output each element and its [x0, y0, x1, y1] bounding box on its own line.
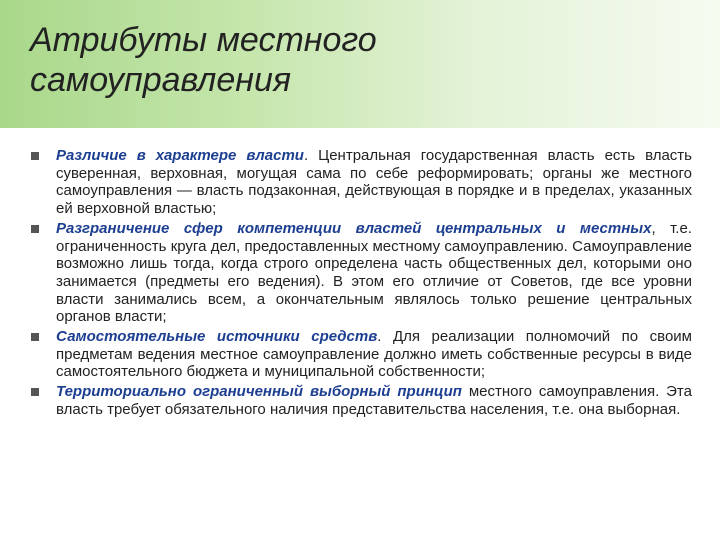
slide-title: [30, 20, 690, 100]
item-lead: Различие в характере власти: [56, 147, 304, 164]
item-text: местного самоуправления. Эта власть требует обязательного наличия представительства населения, т.е. она выборная.: [56, 383, 692, 418]
list-item: [30, 328, 692, 381]
item-lead: Самостоятельные источники средств: [56, 328, 378, 346]
list-item: [30, 147, 692, 218]
title-line-1: Атрибуты местного: [30, 21, 377, 59]
item-lead: Разграничение сфер компетенции властей центральных и местных: [56, 219, 652, 237]
square-bullet-icon: [31, 333, 39, 341]
item-text: . Центральная государственная власть есть власть суверенная, верховная, могущая сама по себе реформировать; органы же местного самоуправления — власть подзаконная, действующая в порядке и в пределах, указанных ей верховной властью;: [56, 147, 692, 218]
square-bullet-icon: [31, 388, 39, 396]
list-item: [30, 383, 692, 418]
square-bullet-icon: [31, 152, 39, 160]
item-lead: Территориально ограниченный выборный принцип: [56, 383, 462, 401]
attributes-list: [30, 147, 692, 419]
item-text: . Для реализации полномочий по своим предметам ведения местное самоуправление должно иметь собственные ресурсы в виде самостоятельного бюджета и муниципальной собственности;: [56, 328, 692, 381]
title-line-2: самоуправления: [30, 61, 292, 99]
list-item: [30, 220, 692, 326]
square-bullet-icon: [31, 225, 39, 233]
item-text: , т.е. ограниченность круга дел, предоставленных местному самоуправлению. Самоуправление возможно лишь тогда, когда строго определена часть общественных дел, которыми оно занимается (предметы его ведения). В этом его отличие от Советов, где все уровни власти занимались всем, а окончательным являлось только решение центральных органов власти;: [56, 219, 692, 326]
